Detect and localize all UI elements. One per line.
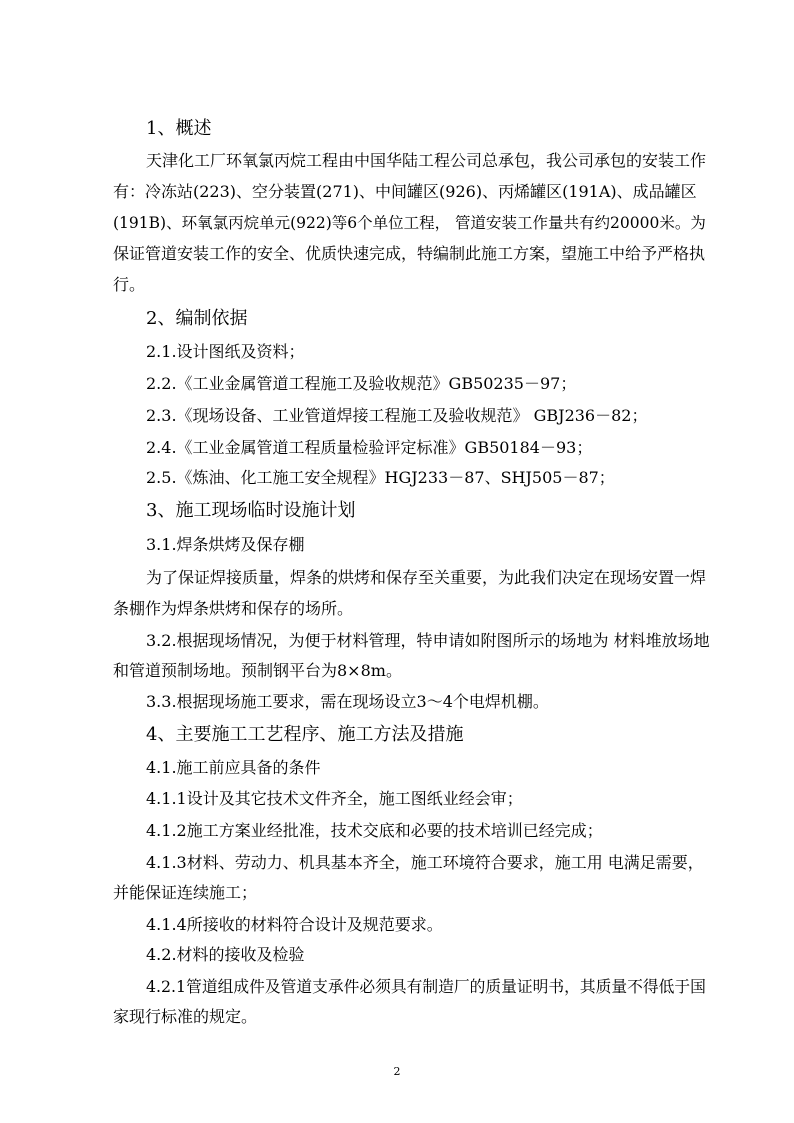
paragraph-line: 4.2.1管道组成件及管道支承件必须具有制造厂的质量证明书，其质量不得低于国 (146, 977, 706, 996)
list-item: 4.1.1设计及其它技术文件齐全，施工图纸业经会审； (146, 789, 523, 808)
section-heading-1: 1、概述 (146, 118, 212, 139)
paragraph-line: 3.3.根据现场施工要求，需在现场设立3～4个电焊机棚。 (146, 692, 549, 711)
paragraph-line: 3.2.根据现场情况，为便于材料管理，特申请如附图所示的场地为 材料堆放场地 (146, 631, 710, 650)
list-item: 2.5.《炼油、化工施工安全规程》HGJ233－87、SHJ505－87； (146, 468, 615, 487)
list-item: 4.1.4所接收的材料符合设计及规范要求。 (146, 915, 443, 934)
paragraph-line: 保证管道安装工作的安全、优质快速完成，特编制此施工方案，望施工中给予严格执 (113, 244, 706, 263)
subsection-heading: 4.1.施工前应具备的条件 (146, 758, 321, 777)
section-heading-4: 4、主要施工工艺程序、施工方法及措施 (146, 724, 464, 745)
list-item: 4.1.3材料、劳动力、机具基本齐全，施工环境符合要求，施工用 电满足需要， (146, 853, 704, 872)
section-heading-2: 2、编制依据 (146, 308, 248, 329)
paragraph-line: 为了保证焊接质量，焊条的烘烤和保存至关重要，为此我们决定在现场安置一焊 (146, 568, 707, 587)
list-item: 2.2.《工业金属管道工程施工及验收规范》GB50235－97； (146, 374, 577, 393)
paragraph-line: 家现行标准的规定。 (113, 1007, 258, 1026)
paragraph-line: 有：冷冻站(223)、空分装置(271)、中间罐区(926)、丙烯罐区(191A)、成品罐区 (113, 182, 697, 201)
paragraph-line: 并能保证连续施工； (113, 883, 258, 902)
paragraph-line: 和管道预制场地。预制钢平台为8×8m。 (113, 661, 402, 680)
subsection-heading: 4.2.材料的接收及检验 (146, 945, 305, 964)
paragraph-line: 条棚作为焊条烘烤和保存的场所。 (113, 599, 354, 618)
list-item: 4.1.2施工方案业经批准，技术交底和必要的技术培训已经完成； (146, 821, 603, 840)
list-item: 2.3.《现场设备、工业管道焊接工程施工及验收规范》 GBJ236－82； (146, 406, 648, 425)
paragraph-line: 天津化工厂环氧氯丙烷工程由中国华陆工程公司总承包，我公司承包的安装工作 (146, 151, 707, 170)
paragraph-line: 行。 (113, 275, 146, 294)
list-item: 2.1.设计图纸及资料； (146, 342, 305, 361)
paragraph-line: (191B)、环氧氯丙烷单元(922)等6个单位工程， 管道安装工作量共有约20000米。为 (113, 214, 706, 232)
list-item: 2.4.《工业金属管道工程质量检验评定标准》GB50184－93； (146, 438, 593, 457)
section-heading-3: 3、施工现场临时设施计划 (146, 500, 356, 521)
subsection-heading: 3.1.焊条烘烤及保存棚 (146, 535, 305, 554)
page-number: 2 (393, 1065, 401, 1078)
